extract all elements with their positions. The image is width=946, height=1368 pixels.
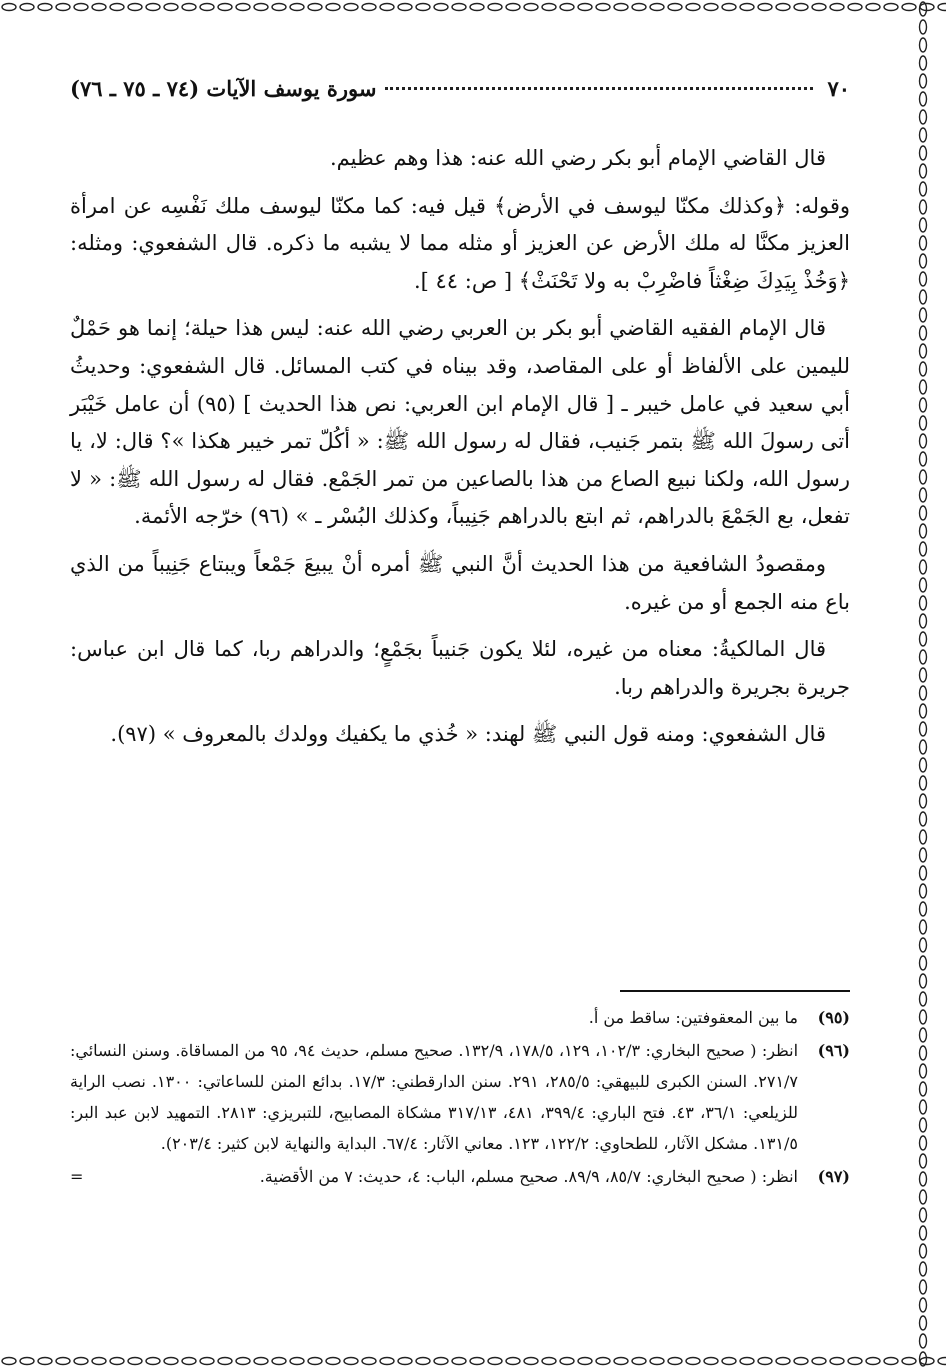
paragraph-3: قال الإمام الفقيه القاضي أبو بكر بن العربي رضي الله عنه: ليس هذا حيلة؛ إنما هو حَمْلٌ لليمين على الألفاظ أو على المقاصد، وقد بيناه في كتب المسائل. قال الشفعوي: وحديثُ أبي سعيد في عامل خيبر ـ [ قال الإمام ابن العربي: نص هذا الحديث ] (٩٥) أن عامل خَيْبَر أتى رسولَ الله ﷺ بتمر جَنيب، فقال له رسول الله ﷺ: « أكُلّ تمر خيبر هكذا »؟ قال: لا، يا رسول الله، ولكنا نبيع الصاع من هذا بالصاعين من تمر الجَمْع. فقال له رسول الله ﷺ: « لا تفعل، بع الجَمْعَ بالدراهم، ثم ابتع بالدراهم جَنِيباً، وكذلك البُسْر ـ » (٩٦) خرّجه الأئمة. (70, 316, 850, 529)
header-dot-leader (385, 87, 814, 90)
decorative-border-bottom (0, 1354, 946, 1368)
footnote-97 (70, 1161, 850, 1192)
paragraph-1: قال القاضي الإمام أبو بكر رضي الله عنه: هذا وهم عظيم. (329, 146, 826, 170)
decorative-border-right (916, 0, 930, 1368)
decorative-border-top (0, 0, 946, 14)
footnotes (70, 1002, 850, 1194)
footnote-text: ما بين المعقوفتين: ساقط من أ. (588, 1008, 798, 1027)
footnote-text: انظر: ( صحيح البخاري: ٨٥/٧، ٨٩/٩. صحيح مسلم، الباب: ٤، حديث: ٧ من الأقضية. (259, 1167, 798, 1186)
footnote-number: (٩٦) (817, 1041, 850, 1060)
page-number: ٧٠ (827, 76, 850, 101)
footnote-text: انظر: ( صحيح البخاري: ١٠٢/٣، ١٢٩، ١٧٨/٥، ١٣٢/٩. صحيح مسلم، حديث ٩٤، ٩٥ من المساقاة. وسنن النسائي: ٢٧١/٧. السنن الكبرى للبيهقي: ٢٨٥/٥، ٢٩١. سنن الدارقطني: ١٧/٣. بدائع المنن للساعاتي: ١٣٠٠. نصب الراية للزيلعي: ٣٦/١، ٤٣. فتح الباري: ٣٩٩/٤، ٤٨١، ٣١٧/١٣ مشكاة المصابيح، للتبريزي: ٢٨١٣. التمهيد لابن عبد البر: ١٣١/٥. مشكل الآثار، للطحاوي: ١٢٢/٢، ١٢٣. معاني الآثار: ٦٧/٤. البداية والنهاية لابن كثير: ٢٠٣/٤). (70, 1041, 799, 1153)
footnote-96 (70, 1035, 850, 1159)
footnote-separator (620, 990, 850, 992)
paragraph-4: ومقصودُ الشافعية من هذا الحديث أنَّ النبي ﷺ أمره أنْ يبيعَ جَمْعاً ويبتاع جَنِيباً من الذي باع منه الجمع أو من غيره. (70, 551, 850, 614)
main-text (70, 140, 850, 764)
continuation-mark: = (70, 1167, 84, 1186)
paragraph-6: قال الشفعوي: ومنه قول النبي ﷺ لهند: « خُذي ما يكفيك وولدك بالمعروف » (٩٧). (110, 722, 826, 747)
footnote-95 (70, 1002, 850, 1033)
header-title: سورة يوسف الآيات (٧٤ ـ ٧٥ ـ ٧٦) (70, 76, 377, 101)
running-header (70, 76, 850, 106)
paragraph-2: وقوله: ﴿وكذلك مكنّا ليوسف في الأرض﴾ قيل فيه: كما مكنّا ليوسف ملك نَفْسِه عن امرأة العزيز مكنَّا له ملك الأرض عن العزيز أو مثله مما لا يشبه ما ذكره. قال الشفعوي: ومثله: ﴿وَخُذْ بِيَدِكَ ضِغْثاً فاضْرِبْ به ولا تَحْنَثْ﴾ [ ص: ٤٤ ]. (70, 193, 850, 293)
paragraph-5: قال المالكيةُ: معناه من غيره، لئلا يكون جَنيباً بجَمْعٍ؛ والدراهم ربا، كما قال ابن عباس: جريرة بجريرة والدراهم ربا. (70, 637, 850, 699)
footnote-number: (٩٥) (817, 1008, 850, 1027)
footnote-number: (٩٧) (817, 1167, 850, 1186)
